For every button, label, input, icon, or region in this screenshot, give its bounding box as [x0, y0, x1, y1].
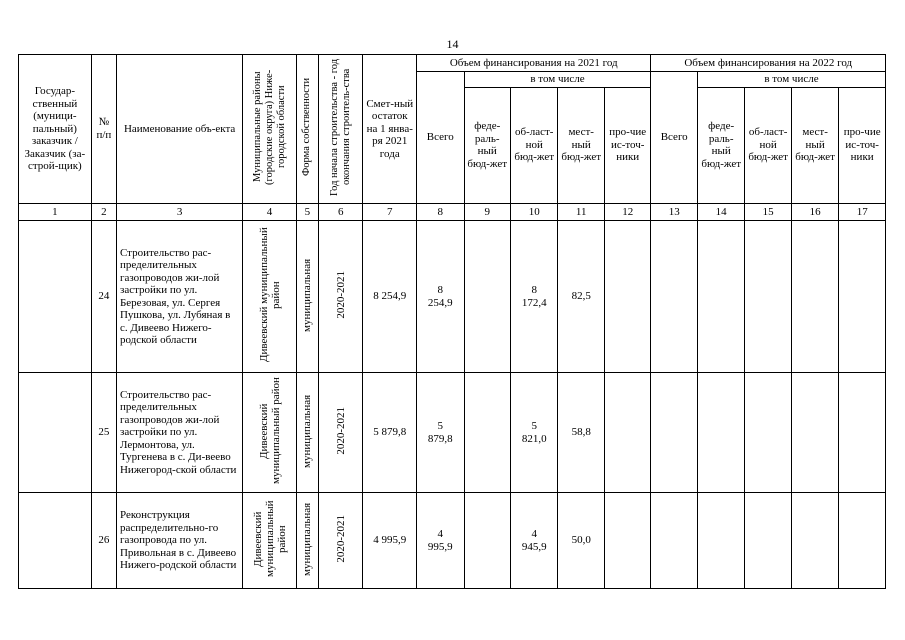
- header-regional-2022: об-ласт-ной бюд-жет: [745, 87, 791, 203]
- header-fin-2022: Объем финансирования на 2022 год: [651, 55, 886, 72]
- column-number: 14: [697, 203, 744, 221]
- row-regional-2022: [745, 221, 791, 373]
- row-other-2022: [839, 221, 886, 373]
- row-federal-2022: [697, 493, 744, 589]
- header-other-2021: про-чие ис-точ-ники: [604, 87, 651, 203]
- row-remainder: 8 254,9: [363, 221, 417, 373]
- financing-table: [18, 54, 886, 589]
- row-years: 2020-2021: [319, 373, 363, 493]
- row-district: Дивеевский муниципальный район: [243, 221, 297, 373]
- row-remainder: 4 995,9: [363, 493, 417, 589]
- page-number: 14: [446, 37, 459, 51]
- column-number: 17: [839, 203, 886, 221]
- row-other-2022: [839, 493, 886, 589]
- row-ownership: муниципальная: [296, 373, 318, 493]
- row-regional-2021: 4 945,9: [510, 493, 557, 589]
- row-total-2021: 8 254,9: [417, 221, 464, 373]
- row-object-name: Строительство рас-пределительных газопроводов жи-лой застройки по ул. Березовая, ул. Сергея Пушкова, ул. Лубяная в с. Дивеево Нижего-родской области: [116, 221, 242, 373]
- header-districts: Муниципальные районы (городские округа) Ниже-городской области: [243, 55, 297, 204]
- table-row: [19, 221, 886, 373]
- row-regional-2021: 8 172,4: [510, 221, 557, 373]
- header-federal-2022: феде-раль-ный бюд-жет: [697, 87, 744, 203]
- table-row: [19, 373, 886, 493]
- row-num: 25: [91, 373, 116, 493]
- row-years: 2020-2021: [319, 221, 363, 373]
- row-ownership: муниципальная: [296, 221, 318, 373]
- column-number: 12: [604, 203, 651, 221]
- row-ownership: муниципальная: [296, 493, 318, 589]
- row-federal-2022: [697, 221, 744, 373]
- row-local-2021: 50,0: [558, 493, 604, 589]
- column-number: 1: [19, 203, 92, 221]
- row-object-name: Строительство рас-пределительных газопроводов жи-лой застройки по ул. Лермонтова, ул. Тургенева в с. Ди-веево Нижегород-ской области: [116, 373, 242, 493]
- column-number: 15: [745, 203, 791, 221]
- column-number: 11: [558, 203, 604, 221]
- row-regional-2021: 5 821,0: [510, 373, 557, 493]
- column-number: 6: [319, 203, 363, 221]
- column-number: 2: [91, 203, 116, 221]
- header-other-2022: про-чие ис-точ-ники: [839, 87, 886, 203]
- column-number: 8: [417, 203, 464, 221]
- header-customer: Государ-ственный (муници-пальный) заказчик / Заказчик (за-строй-щик): [19, 55, 92, 204]
- table-row: [19, 493, 886, 589]
- column-number: 10: [510, 203, 557, 221]
- row-other-2021: [604, 221, 651, 373]
- row-years: 2020-2021: [319, 493, 363, 589]
- row-num: 24: [91, 221, 116, 373]
- row-customer: [19, 221, 92, 373]
- header-local-2021: мест-ный бюд-жет: [558, 87, 604, 203]
- row-total-2021: 5 879,8: [417, 373, 464, 493]
- row-local-2021: 82,5: [558, 221, 604, 373]
- row-regional-2022: [745, 373, 791, 493]
- row-remainder: 5 879,8: [363, 373, 417, 493]
- row-federal-2021: [464, 373, 510, 493]
- row-district: Дивеевский муниципальный район: [243, 493, 297, 589]
- row-federal-2021: [464, 493, 510, 589]
- column-number: 9: [464, 203, 510, 221]
- row-other-2021: [604, 373, 651, 493]
- header-total-2022: Всего: [651, 72, 697, 204]
- row-num: 26: [91, 493, 116, 589]
- row-total-2021: 4 995,9: [417, 493, 464, 589]
- header-remainder: Смет-ный остаток на 1 янва-ря 2021 года: [363, 55, 417, 204]
- header-federal-2021: феде-раль-ный бюд-жет: [464, 87, 510, 203]
- row-customer: [19, 493, 92, 589]
- header-num: № п/п: [91, 55, 116, 204]
- column-number: 4: [243, 203, 297, 221]
- row-total-2022: [651, 493, 697, 589]
- header-incl-2021: в том числе: [464, 72, 651, 88]
- row-local-2022: [791, 221, 838, 373]
- column-number: 16: [791, 203, 838, 221]
- header-ownership: Форма собственности: [296, 55, 318, 204]
- row-total-2022: [651, 373, 697, 493]
- row-local-2022: [791, 373, 838, 493]
- row-regional-2022: [745, 493, 791, 589]
- row-other-2021: [604, 493, 651, 589]
- row-object-name: Реконструкция распределительно-го газопровода по ул. Привольная в с. Дивеево Нижего-родской области: [116, 493, 242, 589]
- row-local-2022: [791, 493, 838, 589]
- row-total-2022: [651, 221, 697, 373]
- header-object-name: Наименование объ-екта: [116, 55, 242, 204]
- row-other-2022: [839, 373, 886, 493]
- row-local-2021: 58,8: [558, 373, 604, 493]
- header-years: Год начала строительства - год окончания строитель-ства: [319, 55, 363, 204]
- row-federal-2022: [697, 373, 744, 493]
- header-fin-2021: Объем финансирования на 2021 год: [417, 55, 651, 72]
- column-number: 5: [296, 203, 318, 221]
- header-total-2021: Всего: [417, 72, 464, 204]
- column-number: 7: [363, 203, 417, 221]
- row-district: Дивеевский муниципальный район: [243, 373, 297, 493]
- row-customer: [19, 373, 92, 493]
- column-number: 13: [651, 203, 697, 221]
- header-local-2022: мест-ный бюд-жет: [791, 87, 838, 203]
- header-regional-2021: об-ласт-ной бюд-жет: [510, 87, 557, 203]
- column-number: 3: [116, 203, 242, 221]
- header-incl-2022: в том числе: [697, 72, 885, 88]
- row-federal-2021: [464, 221, 510, 373]
